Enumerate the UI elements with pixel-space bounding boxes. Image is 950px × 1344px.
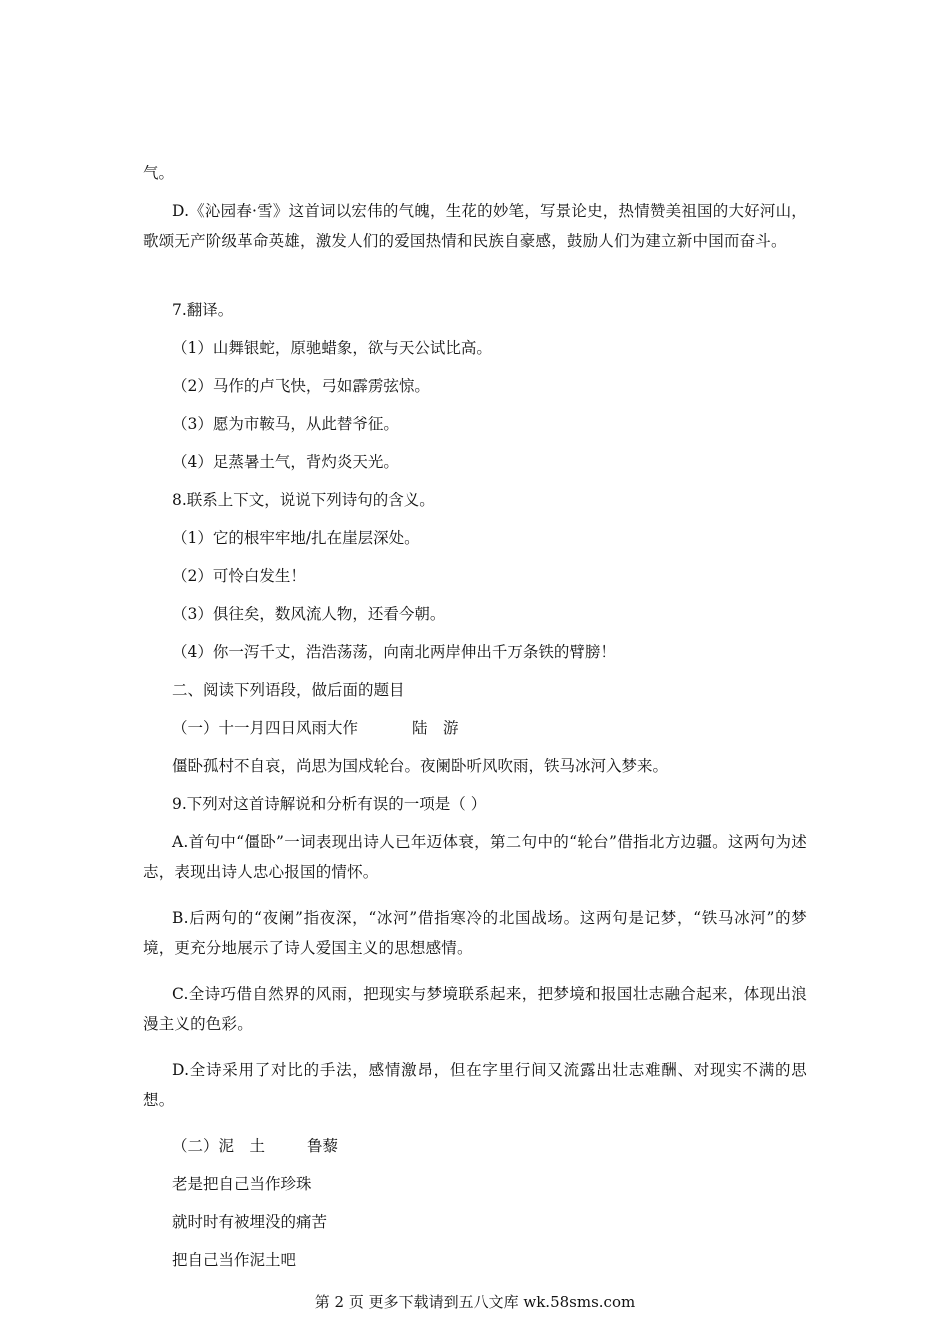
- poem-2-line-2: 就时时有被埋没的痛苦: [172, 1213, 328, 1231]
- poem-1-text: 僵卧孤村不自哀，尚思为国戍轮台。夜阑卧听风吹雨，铁马冰河入梦来。: [172, 757, 669, 775]
- question-8-item-2: （2）可怜白发生！: [172, 567, 306, 585]
- option-d-text-q9: D.全诗采用了对比的手法，感情激昂，但在字里行间又流露出壮志难酬、对现实不满的思想。: [143, 1061, 807, 1109]
- option-b-text: B.后两句的“夜阑”指夜深，“冰河”借指寒冷的北国战场。这两句是记梦，“铁马冰河”的梦境，更充分地展示了诗人爱国主义的思想感情。: [143, 909, 807, 957]
- question-7-item-4: （4）足蒸暑土气，背灼炎天光。: [172, 453, 399, 471]
- question-7-heading: 7.翻译。: [172, 301, 234, 319]
- section-2-heading: 二、阅读下列语段，做后面的题目: [172, 681, 405, 699]
- poem-1-title: （一）十一月四日风雨大作: [172, 719, 359, 737]
- option-a-text: A.首句中“僵卧”一词表现出诗人已年迈体衰，第二句中的“轮台”借指北方边疆。这两句为述志，表现出诗人忠心报国的情怀。: [143, 833, 807, 881]
- question-9-option-d: [143, 1055, 807, 1115]
- poem-1-header: [172, 713, 836, 743]
- poem-2-line-1: 老是把自己当作珍珠: [172, 1175, 312, 1193]
- poem-2-header: [172, 1131, 836, 1161]
- option-d-text: D.《沁园春·雪》这首词以宏伟的气魄，生花的妙笔，写景论史，热情赞美祖国的大好河山，歌颂无产阶级革命英雄，激发人们的爱国热情和民族自豪感，鼓励人们为建立新中国而奋斗。: [143, 202, 807, 250]
- question-8-heading: 8.联系上下文，说说下列诗句的含义。: [172, 491, 435, 509]
- option-c-text: C.全诗巧借自然界的风雨，把现实与梦境联系起来，把梦境和报国壮志融合起来，体现出浪漫主义的色彩。: [143, 985, 807, 1033]
- poem-1-author: 陆 游: [412, 719, 459, 737]
- paragraph-fragment: 气。: [143, 164, 175, 182]
- question-9-option-a: [143, 827, 807, 887]
- question-7-item-3: （3）愿为市鞍马，从此替爷征。: [172, 415, 399, 433]
- poem-2-author: 鲁藜: [307, 1137, 339, 1155]
- question-9-option-c: [143, 979, 807, 1039]
- poem-2-title: （二）泥 土: [172, 1137, 266, 1155]
- question-9-heading: 9.下列对这首诗解说和分析有误的一项是（ ）: [172, 795, 487, 813]
- question-8-item-3: （3）俱往矣，数风流人物，还看今朝。: [172, 605, 446, 623]
- question-8-item-1: （1）它的根牢牢地/扎在崖层深处。: [172, 529, 420, 547]
- question-7-item-2: （2）马作的卢飞快，弓如霹雳弦惊。: [172, 377, 430, 395]
- question-8-item-4: （4）你一泻千丈，浩浩荡荡，向南北两岸伸出千万条铁的臂膀！: [172, 643, 616, 661]
- question-9-option-b: [143, 903, 807, 963]
- page-footer: 第 2 页 更多下载请到五八文库 wk.58sms.com: [314, 1293, 636, 1311]
- option-d-paragraph: [143, 196, 807, 256]
- poem-2-line-3: 把自己当作泥土吧: [172, 1251, 297, 1269]
- question-7-item-1: （1）山舞银蛇，原驰蜡象，欲与天公试比高。: [172, 339, 492, 357]
